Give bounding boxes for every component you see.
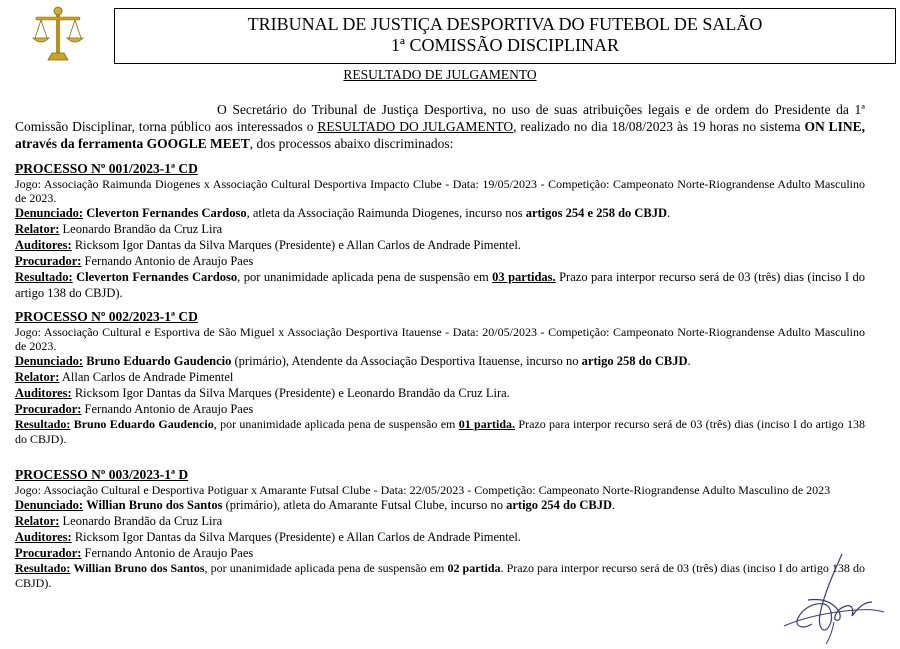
resultado-label: Resultado: (15, 561, 71, 575)
relator-value: Allan Carlos de Andrade Pimentel (59, 370, 234, 384)
denunciado-label: Denunciado: (15, 498, 84, 512)
denunciado-name: Bruno Eduardo Gaudencio (86, 354, 232, 368)
resultado-penalty: 02 partida (447, 561, 501, 575)
process-procurador (15, 545, 865, 561)
process-resultado (15, 561, 865, 591)
relator-label: Relator: (15, 514, 60, 528)
intro-text-1: O Secretário do Tribunal de Justiça Desportiva, no uso de suas atribuições legais e de ordem do Presidente da 1ª Comissão Disciplinar, torna público aos interessados o (15, 102, 865, 134)
process-block-1 (15, 161, 865, 301)
procurador-label: Procurador: (15, 254, 82, 268)
denunciado-article: artigos 254 e 258 do CBJD (525, 206, 668, 220)
procurador-value: Fernando Antonio de Araujo Paes (81, 546, 254, 560)
process-game: Jogo: Associação Cultural e Desportiva Potiguar x Amarante Futsal Clube - Data: 22/05/2023 - Competição: Campeonato Norte-Riograndense Adulto Masculino de 2023 (15, 483, 831, 497)
tribunal-title: TRIBUNAL DE JUSTIÇA DESPORTIVA DO FUTEBOL DE SALÃO (247, 14, 763, 34)
resultado-end: Prazo para interpor recurso será de 03 (três) dias (inciso I do artigo 138 do CBJD). (15, 270, 866, 300)
procurador-value: Fernando Antonio de Araujo Paes (81, 254, 254, 268)
intro-result-link: RESULTADO DO JULGAMENTO (317, 119, 514, 134)
process-title: PROCESSO Nº 003/2023-1ª D (15, 467, 189, 482)
auditores-value: Ricksom Igor Dantas da Silva Marques (Presidente) e Allan Carlos de Andrade Pimentel. (71, 530, 521, 544)
process-auditores (15, 529, 865, 545)
resultado-penalty: 01 partida. (458, 417, 516, 431)
scales-of-justice-icon (30, 4, 86, 62)
resultado-text: , por unanimidade aplicada pena de suspensão em (237, 270, 493, 284)
auditores-value: Ricksom Igor Dantas da Silva Marques (Presidente) e Leonardo Brandão da Cruz Lira. (71, 386, 510, 400)
process-auditores (15, 237, 865, 253)
denunciado-end: . (667, 206, 671, 220)
procurador-label: Procurador: (15, 402, 82, 416)
process-procurador (15, 253, 865, 269)
process-game: Jogo: Associação Cultural e Esportiva de São Miguel x Associação Desportiva Itauense - Data: 20/05/2023 - Competição: Campeonato Norte-Riograndense Adulto Masculino de 2023. (15, 325, 865, 353)
header-box (114, 8, 896, 64)
auditores-label: Auditores: (15, 238, 72, 252)
resultado-label: Resultado: (15, 270, 73, 284)
resultado-name: Bruno Eduardo Gaudencio (73, 417, 214, 431)
resultado-end: . Prazo para interpor recurso será de 03 (três) dias (inciso I do artigo 138 do CBJD). (15, 561, 866, 590)
procurador-label: Procurador: (15, 546, 82, 560)
resultado-label: Resultado: (15, 417, 71, 431)
denunciado-article: artigo 254 do CBJD (506, 498, 613, 512)
process-block-3 (15, 467, 865, 591)
process-denunciado (15, 497, 865, 513)
process-relator (15, 221, 865, 237)
resultado-penalty: 03 partidas. (492, 270, 556, 284)
denunciado-end: . (612, 498, 616, 512)
resultado-name: Willian Bruno dos Santos (73, 561, 205, 575)
process-resultado (15, 417, 865, 447)
process-title: PROCESSO Nº 001/2023-1ª CD (15, 161, 198, 176)
procurador-value: Fernando Antonio de Araujo Paes (81, 402, 254, 416)
process-relator (15, 369, 865, 385)
intro-paragraph (15, 101, 865, 152)
resultado-name: Cleverton Fernandes Cardoso (76, 270, 238, 284)
process-denunciado (15, 353, 865, 369)
auditores-value: Ricksom Igor Dantas da Silva Marques (Presidente) e Allan Carlos de Andrade Pimentel. (71, 238, 521, 252)
denunciado-name: Willian Bruno dos Santos (86, 498, 223, 512)
resultado-text: , por unanimidade aplicada pena de suspensão em (204, 561, 448, 575)
relator-label: Relator: (15, 222, 60, 236)
process-block-2 (15, 309, 865, 447)
auditores-label: Auditores: (15, 386, 72, 400)
commission-title: 1ª COMISSÃO DISCIPLINAR (391, 35, 619, 55)
auditores-label: Auditores: (15, 530, 72, 544)
denunciado-end: . (687, 354, 691, 368)
relator-value: Leonardo Brandão da Cruz Lira (59, 222, 223, 236)
signature-image (772, 548, 886, 646)
denunciado-label: Denunciado: (15, 354, 84, 368)
process-relator (15, 513, 865, 529)
intro-text-2: , realizado no dia 18/08/2023 às 19 horas no sistema (513, 119, 805, 134)
process-procurador (15, 401, 865, 417)
denunciado-label: Denunciado: (15, 206, 84, 220)
process-auditores (15, 385, 865, 401)
denunciado-text: (primário), atleta do Amarante Futsal Clube, incurso no (222, 498, 507, 512)
denunciado-article: artigo 258 do CBJD (581, 354, 688, 368)
denunciado-name: Cleverton Fernandes Cardoso (86, 206, 247, 220)
denunciado-text: (primário), Atendente da Associação Desportiva Itauense, incurso no (231, 354, 582, 368)
intro-online-text: ON LINE, através da ferramenta GOOGLE MEET (15, 119, 865, 151)
page-title: RESULTADO DE JULGAMENTO (343, 67, 537, 82)
process-resultado (15, 269, 865, 301)
resultado-end: Prazo para interpor recurso será de 03 (três) dias (inciso I do artigo 138 do CBJD). (15, 417, 866, 446)
relator-value: Leonardo Brandão da Cruz Lira (59, 514, 223, 528)
relator-label: Relator: (15, 370, 60, 384)
process-denunciado (15, 205, 865, 221)
intro-text-3: , dos processos abaixo discriminados: (249, 136, 454, 151)
denunciado-text: , atleta da Associação Raimunda Diogenes, incurso nos (246, 206, 526, 220)
resultado-text: , por unanimidade aplicada pena de suspensão em (213, 417, 459, 431)
process-title: PROCESSO Nº 002/2023-1ª CD (15, 309, 198, 324)
process-game: Jogo: Associação Raimunda Diogenes x Associação Cultural Desportiva Impacto Clube - Data: 19/05/2023 - Competição: Campeonato Norte-Riograndense Adulto Masculino de 2023. (15, 177, 865, 205)
